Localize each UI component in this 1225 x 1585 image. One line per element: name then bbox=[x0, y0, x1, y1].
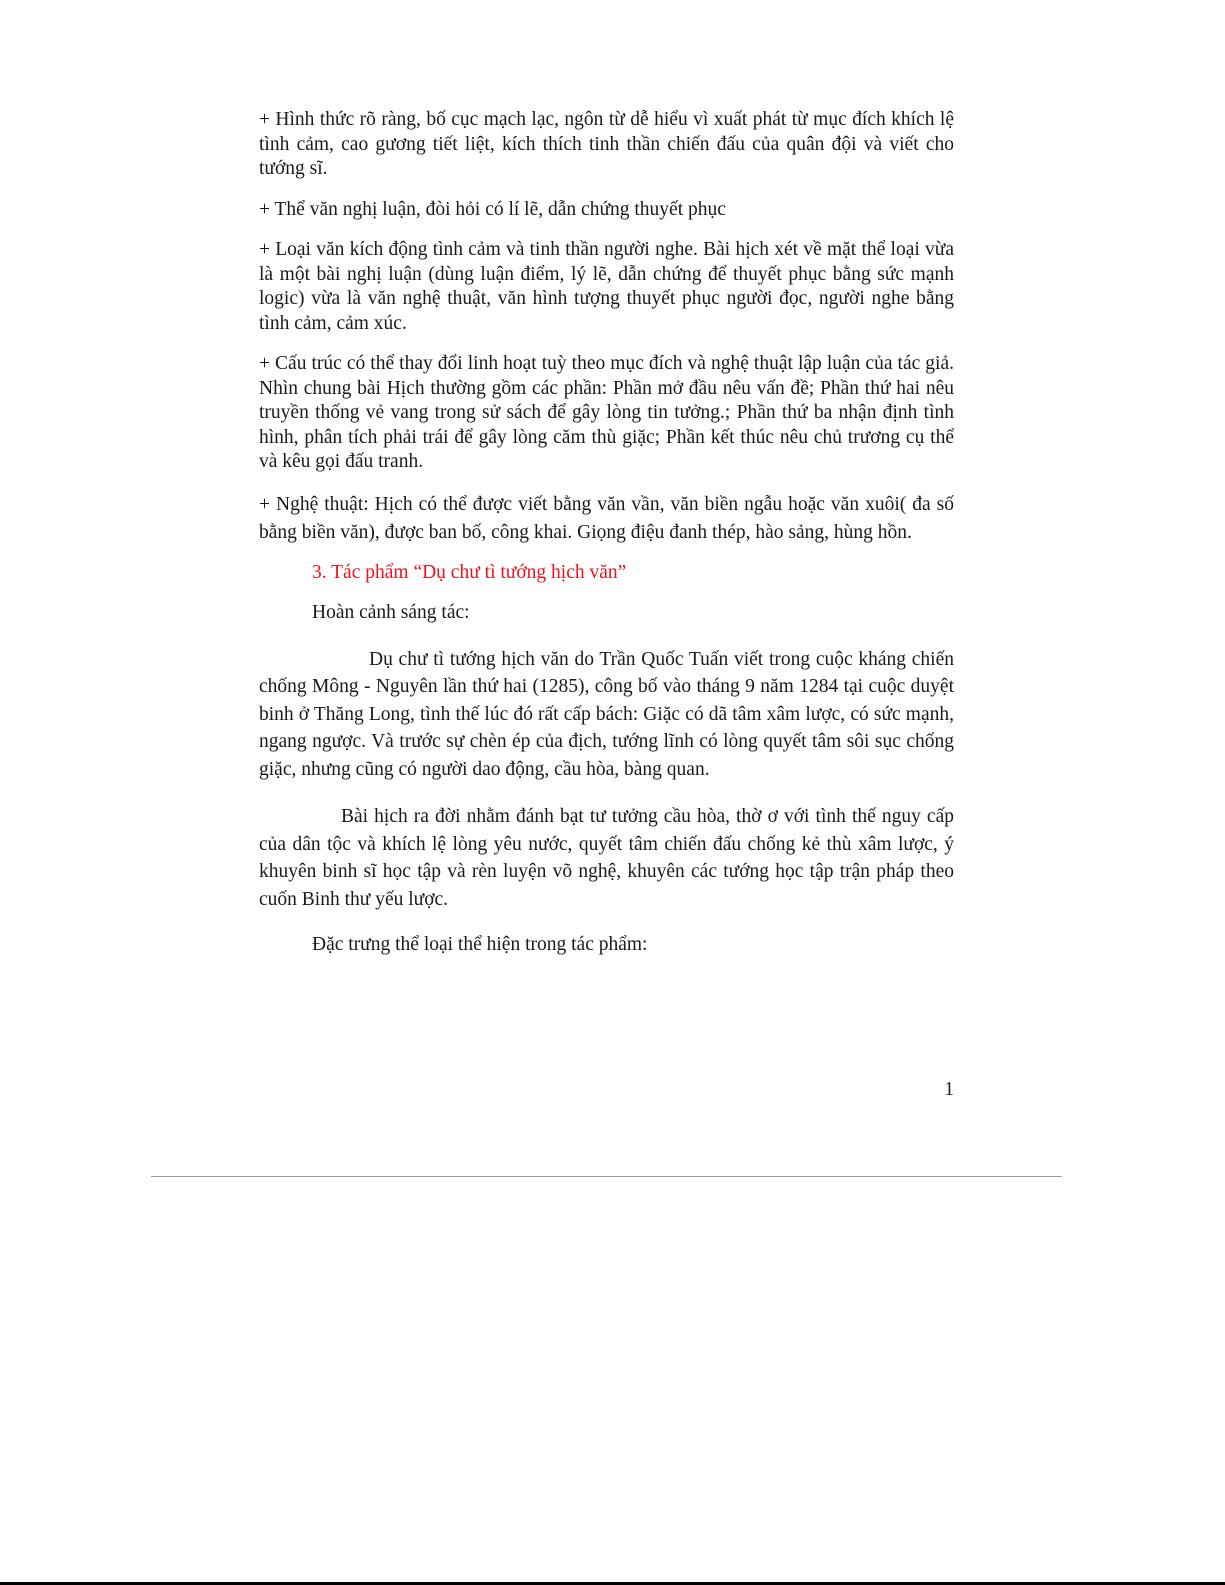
paragraph-emotion: + Loại văn kích động tình cảm và tinh thần người nghe. Bài hịch xét về mặt thể loại vừa là một bài nghị luận (dùng luận điểm, lý lẽ, dẫn chứng để thuyết phục bằng sức mạnh logic) vừa là văn nghệ thuật, văn hình tượng thuyết phục người đọc, người nghe bằng tình cảm, cảm xúc. bbox=[259, 239, 954, 334]
paragraph-form: + Hình thức rõ ràng, bố cục mạch lạc, ngôn từ dễ hiểu vì xuất phát từ mục đích khích lệ tình cảm, cao gương tiết liệt, kích thích tinh thần chiến đấu của quân đội và viết cho tướng sĩ. bbox=[259, 109, 954, 179]
context-paragraph-2: Bài hịch ra đời nhằm đánh bạt tư tưởng cầu hòa, thờ ơ với tình thế nguy cấp của dân tộc và khích lệ lòng yêu nước, quyết tâm chiến đấu chống kẻ thù xâm lược, ý khuyên binh sĩ học tập và rèn luyện võ nghệ, khuyên các tướng học tập trận pháp theo cuốn Binh thư yếu lược. bbox=[259, 806, 954, 910]
context-label: Hoàn cảnh sáng tác: bbox=[312, 602, 470, 623]
page-content bbox=[259, 108, 954, 978]
context-paragraph-1: Dụ chư tì tướng hịch văn do Trần Quốc Tuấn viết trong cuộc kháng chiến chống Mông - Nguyên lần thứ hai (1285), công bố vào tháng 9 năm 1284 tại cuộc duyệt binh ở Thăng Long, tình thế lúc đó rất cấp bách: Giặc có dã tâm xâm lược, có sức mạnh, ngang ngược. Và trước sự chèn ép của địch, tướng lĩnh có lòng quyết tâm sôi sục chống giặc, nhưng cũng có người dao động, cầu hòa, bàng quan. bbox=[259, 648, 954, 780]
page-number: 1 bbox=[944, 1079, 954, 1100]
paragraph-argument: + Thể văn nghị luận, đòi hỏi có lí lẽ, dẫn chứng thuyết phục bbox=[259, 198, 726, 220]
section-heading: 3. Tác phẩm “Dụ chư tì tướng hịch văn” bbox=[312, 561, 627, 583]
page-divider bbox=[151, 1176, 1062, 1177]
features-label: Đặc trưng thể loại thể hiện trong tác phẩm: bbox=[312, 934, 648, 955]
paragraph-structure: + Cấu trúc có thể thay đổi linh hoạt tuỳ theo mục đích và nghệ thuật lập luận của tác giả. Nhìn chung bài Hịch thường gồm các phần: Phần mở đầu nêu vấn đề; Phần thứ hai nêu truyền thống vẻ vang trong sử sách để gây lòng tin tưởng.; Phần thứ ba nhận định tình hình, phân tích phải trái để gây lòng căm thù giặc; Phần kết thúc nêu chủ trương cụ thể và kêu gọi đấu tranh. bbox=[259, 353, 954, 472]
paragraph-art: + Nghệ thuật: Hịch có thể được viết bằng văn vần, văn biền ngẫu hoặc văn xuôi( đa số bằng biền văn), được ban bố, công khai. Giọng điệu đanh thép, hào sảng, hùng hồn. bbox=[259, 493, 954, 543]
